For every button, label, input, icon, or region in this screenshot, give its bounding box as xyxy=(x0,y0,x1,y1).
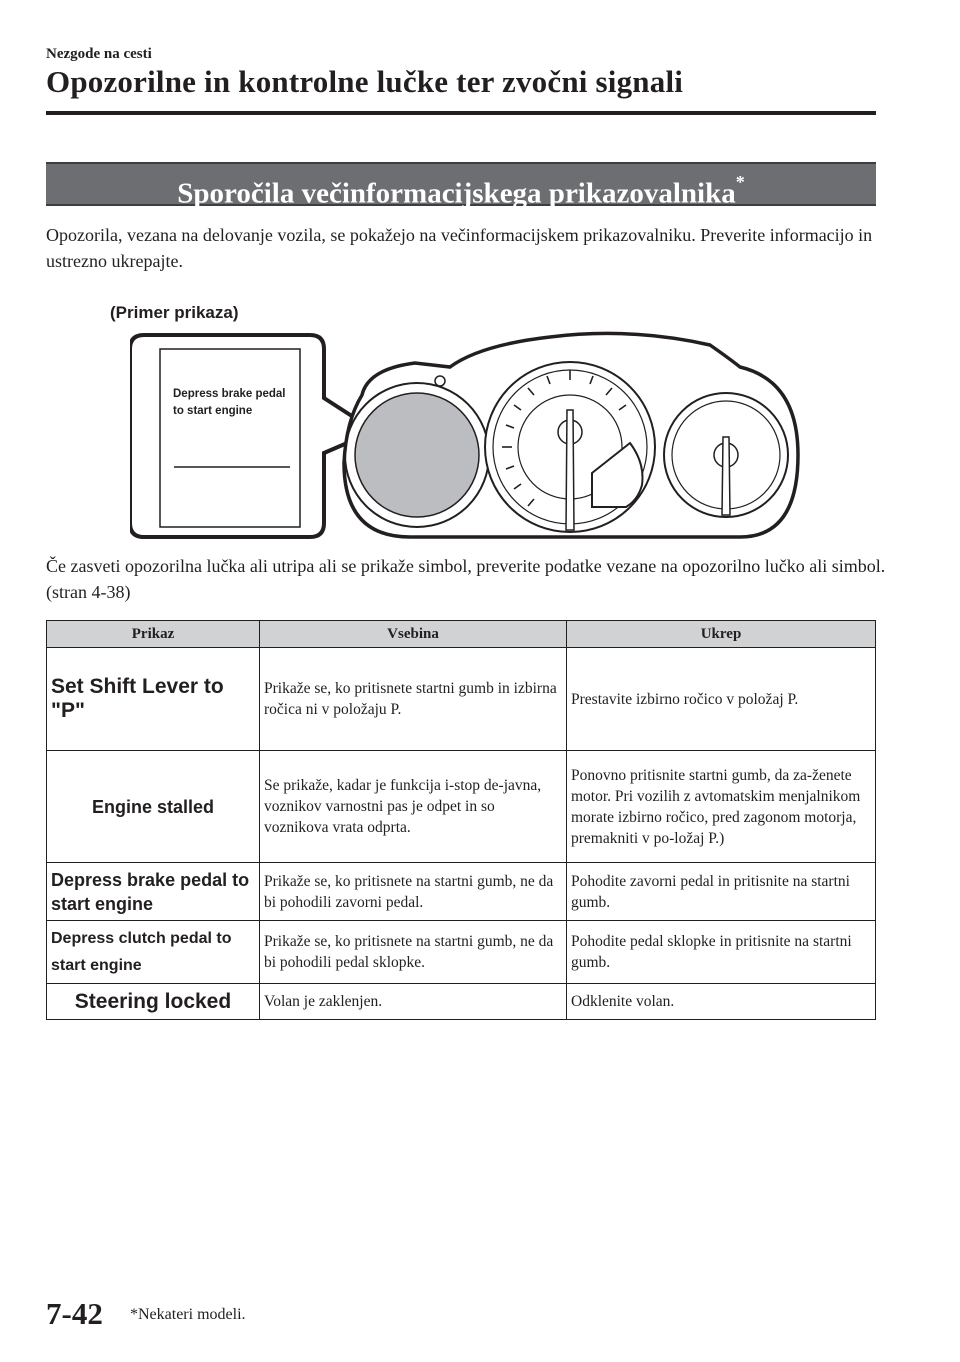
page-title: Opozorilne in kontrolne lučke ter zvočni signali xyxy=(46,64,684,99)
cell-action: Pohodite zavorni pedal in pritisnite na startni gumb. xyxy=(567,863,876,921)
page-number: 7-42 xyxy=(46,1296,103,1331)
header-content: Vsebina xyxy=(260,621,567,648)
table-header-row xyxy=(47,621,876,648)
cell-action: Pohodite pedal sklopke in pritisnite na startni gumb. xyxy=(567,921,876,984)
header-action: Ukrep xyxy=(567,621,876,648)
cell-action: Prestavite izbirno ročico v položaj P. xyxy=(567,648,876,751)
cell-content: Volan je zaklenjen. xyxy=(260,984,567,1020)
table-row xyxy=(47,984,876,1020)
cell-content: Se prikaže, kadar je funkcija i-stop de-javna, voznikov varnostni pas je odpet in so voznikova vrata odprta. xyxy=(260,751,567,863)
message-table xyxy=(46,620,876,1020)
cell-display: Set Shift Lever to "P" xyxy=(47,648,260,751)
section-banner xyxy=(46,162,876,210)
header-display: Prikaz xyxy=(47,621,260,648)
table-row xyxy=(47,921,876,984)
intro-paragraph: Opozorila, vezana na delovanje vozila, se pokažejo na večinformacijskem prikazovalniku. Preverite informacijo in ustrezno ukrepajte. xyxy=(46,225,873,271)
cell-content: Prikaže se, ko pritisnete na startni gumb, ne da bi pohodili pedal sklopke. xyxy=(260,921,567,984)
reference-paragraph: Če zasveti opozorilna lučka ali utripa ali se prikaže simbol, preverite podatke vezane na opozorilno lučko ali simbol. (stran 4-38) xyxy=(46,556,886,602)
table-row xyxy=(47,863,876,921)
table-row xyxy=(47,648,876,751)
instrument-cluster-figure xyxy=(130,325,800,543)
chapter-label: Nezgode na cesti xyxy=(46,46,152,62)
display-message-line2: to start engine xyxy=(173,405,253,417)
cell-content: Prikaže se, ko pritisnete na startni gumb, ne da bi pohodili zavorni pedal. xyxy=(260,863,567,921)
cell-display: Depress clutch pedal to start engine xyxy=(47,921,260,984)
title-divider xyxy=(46,111,876,115)
cell-display: Engine stalled xyxy=(47,751,260,863)
cell-action: Ponovno pritisnite startni gumb, da za-ženete motor. Pri vozilih z avtomatskim menjalnikom morate izbirno ročico, pred zagonom motorja, premakniti v po-ložaj P.) xyxy=(567,751,876,863)
table-row xyxy=(47,751,876,863)
cell-action: Odklenite volan. xyxy=(567,984,876,1020)
display-message-line1: Depress brake pedal xyxy=(173,388,286,400)
cell-display: Depress brake pedal to start engine xyxy=(47,863,260,921)
cell-display: Steering locked xyxy=(47,984,260,1020)
figure-label: (Primer prikaza) xyxy=(110,303,239,322)
footnote: *Nekateri modeli. xyxy=(130,1306,246,1323)
footnote-asterisk: * xyxy=(735,172,745,192)
section-title: Sporočila večinformacijskega prikazovalnika xyxy=(177,177,736,210)
cell-content: Prikaže se, ko pritisnete startni gumb in izbirna ročica ni v položaju P. xyxy=(260,648,567,751)
